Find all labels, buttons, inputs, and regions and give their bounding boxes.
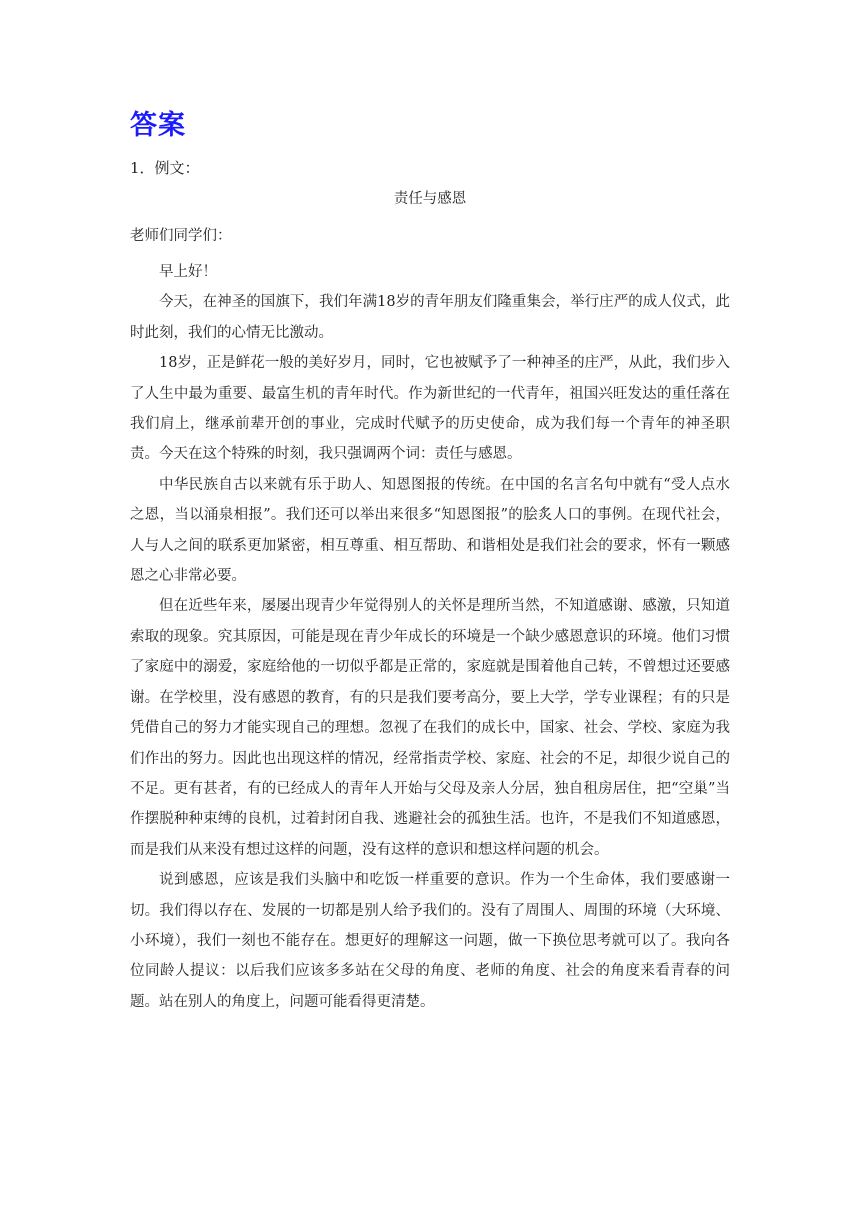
paragraph-greeting: 早上好！	[159, 264, 217, 280]
item-number-label: 1．例文：	[130, 159, 200, 177]
paragraph-3: 中华民族自古以来就有乐于助人、知恩图报的传统。在中国的名言名句中就有“受人点水之恩，当以涌泉相报”。我们还可以举出来很多“知恩图报”的脍炙人口的事例。在现代社会，人与人之间的联系更加紧密，相互尊重、相互帮助、和谐相处是我们社会的要求，怀有一颗感恩之心非常必要。	[130, 476, 730, 585]
essay-body	[130, 257, 730, 1017]
paragraph-1: 今天，在神圣的国旗下，我们年满18岁的青年朋友们隆重集会，举行庄严的成人仪式，此时此刻，我们的心情无比激动。	[130, 294, 730, 341]
paragraph-4: 但在近些年来，屡屡出现青少年觉得别人的关怀是理所当然，不知道感谢、感激，只知道索取的现象。究其原因，可能是现在青少年成长的环境是一个缺少感恩意识的环境。他们习惯了家庭中的溺爱，家庭给他的一切似乎都是正常的，家庭就是围着他自己转，不曾想过还要感谢。在学校里，没有感恩的教育，有的只是我们要考高分，要上大学，学专业课程；有的只是凭借自己的努力才能实现自己的理想。忽视了在我们的成长中，国家、社会、学校、家庭为我们作出的努力。因此也出现这样的情况，经常指责学校、家庭、社会的不足，却很少说自己的不足。更有甚者，有的已经成人的青年人开始与父母及亲人分居，独自租房居住，把“空巢”当作摆脱种种束缚的良机，过着封闭自我、逃避社会的孤独生活。也许，不是我们不知道感恩，而是我们从来没有想过这样的问题，没有这样的意识和想这样问题的机会。	[130, 598, 730, 858]
paragraph-5: 说到感恩，应该是我们头脑中和吃饭一样重要的意识。作为一个生命体，我们要感谢一切。我们得以存在、发展的一切都是别人给予我们的。没有了周围人、周围的环境（大环境、小环境），我们一刻也不能存在。想更好的理解这一问题，做一下换位思考就可以了。我向各位同龄人提议：以后我们应该多多站在父母的角度、老师的角度、社会的角度来看青春的问题。站在别人的角度上，问题可能看得更清楚。	[130, 872, 730, 1010]
essay-title: 责任与感恩	[393, 191, 467, 207]
essay-salutation: 老师们同学们：	[130, 228, 232, 244]
answer-heading: 答案	[130, 110, 186, 141]
paragraph-2: 18岁，正是鲜花一般的美好岁月，同时，它也被赋予了一种神圣的庄严，从此，我们步入了人生中最为重要、最富生机的青年时代。作为新世纪的一代青年，祖国兴旺发达的重任落在我们肩上，继承前辈开创的事业，完成时代赋予的历史使命，成为我们每一个青年的神圣职责。今天在这个特殊的时刻，我只强调两个词：责任与感恩。	[130, 355, 730, 463]
